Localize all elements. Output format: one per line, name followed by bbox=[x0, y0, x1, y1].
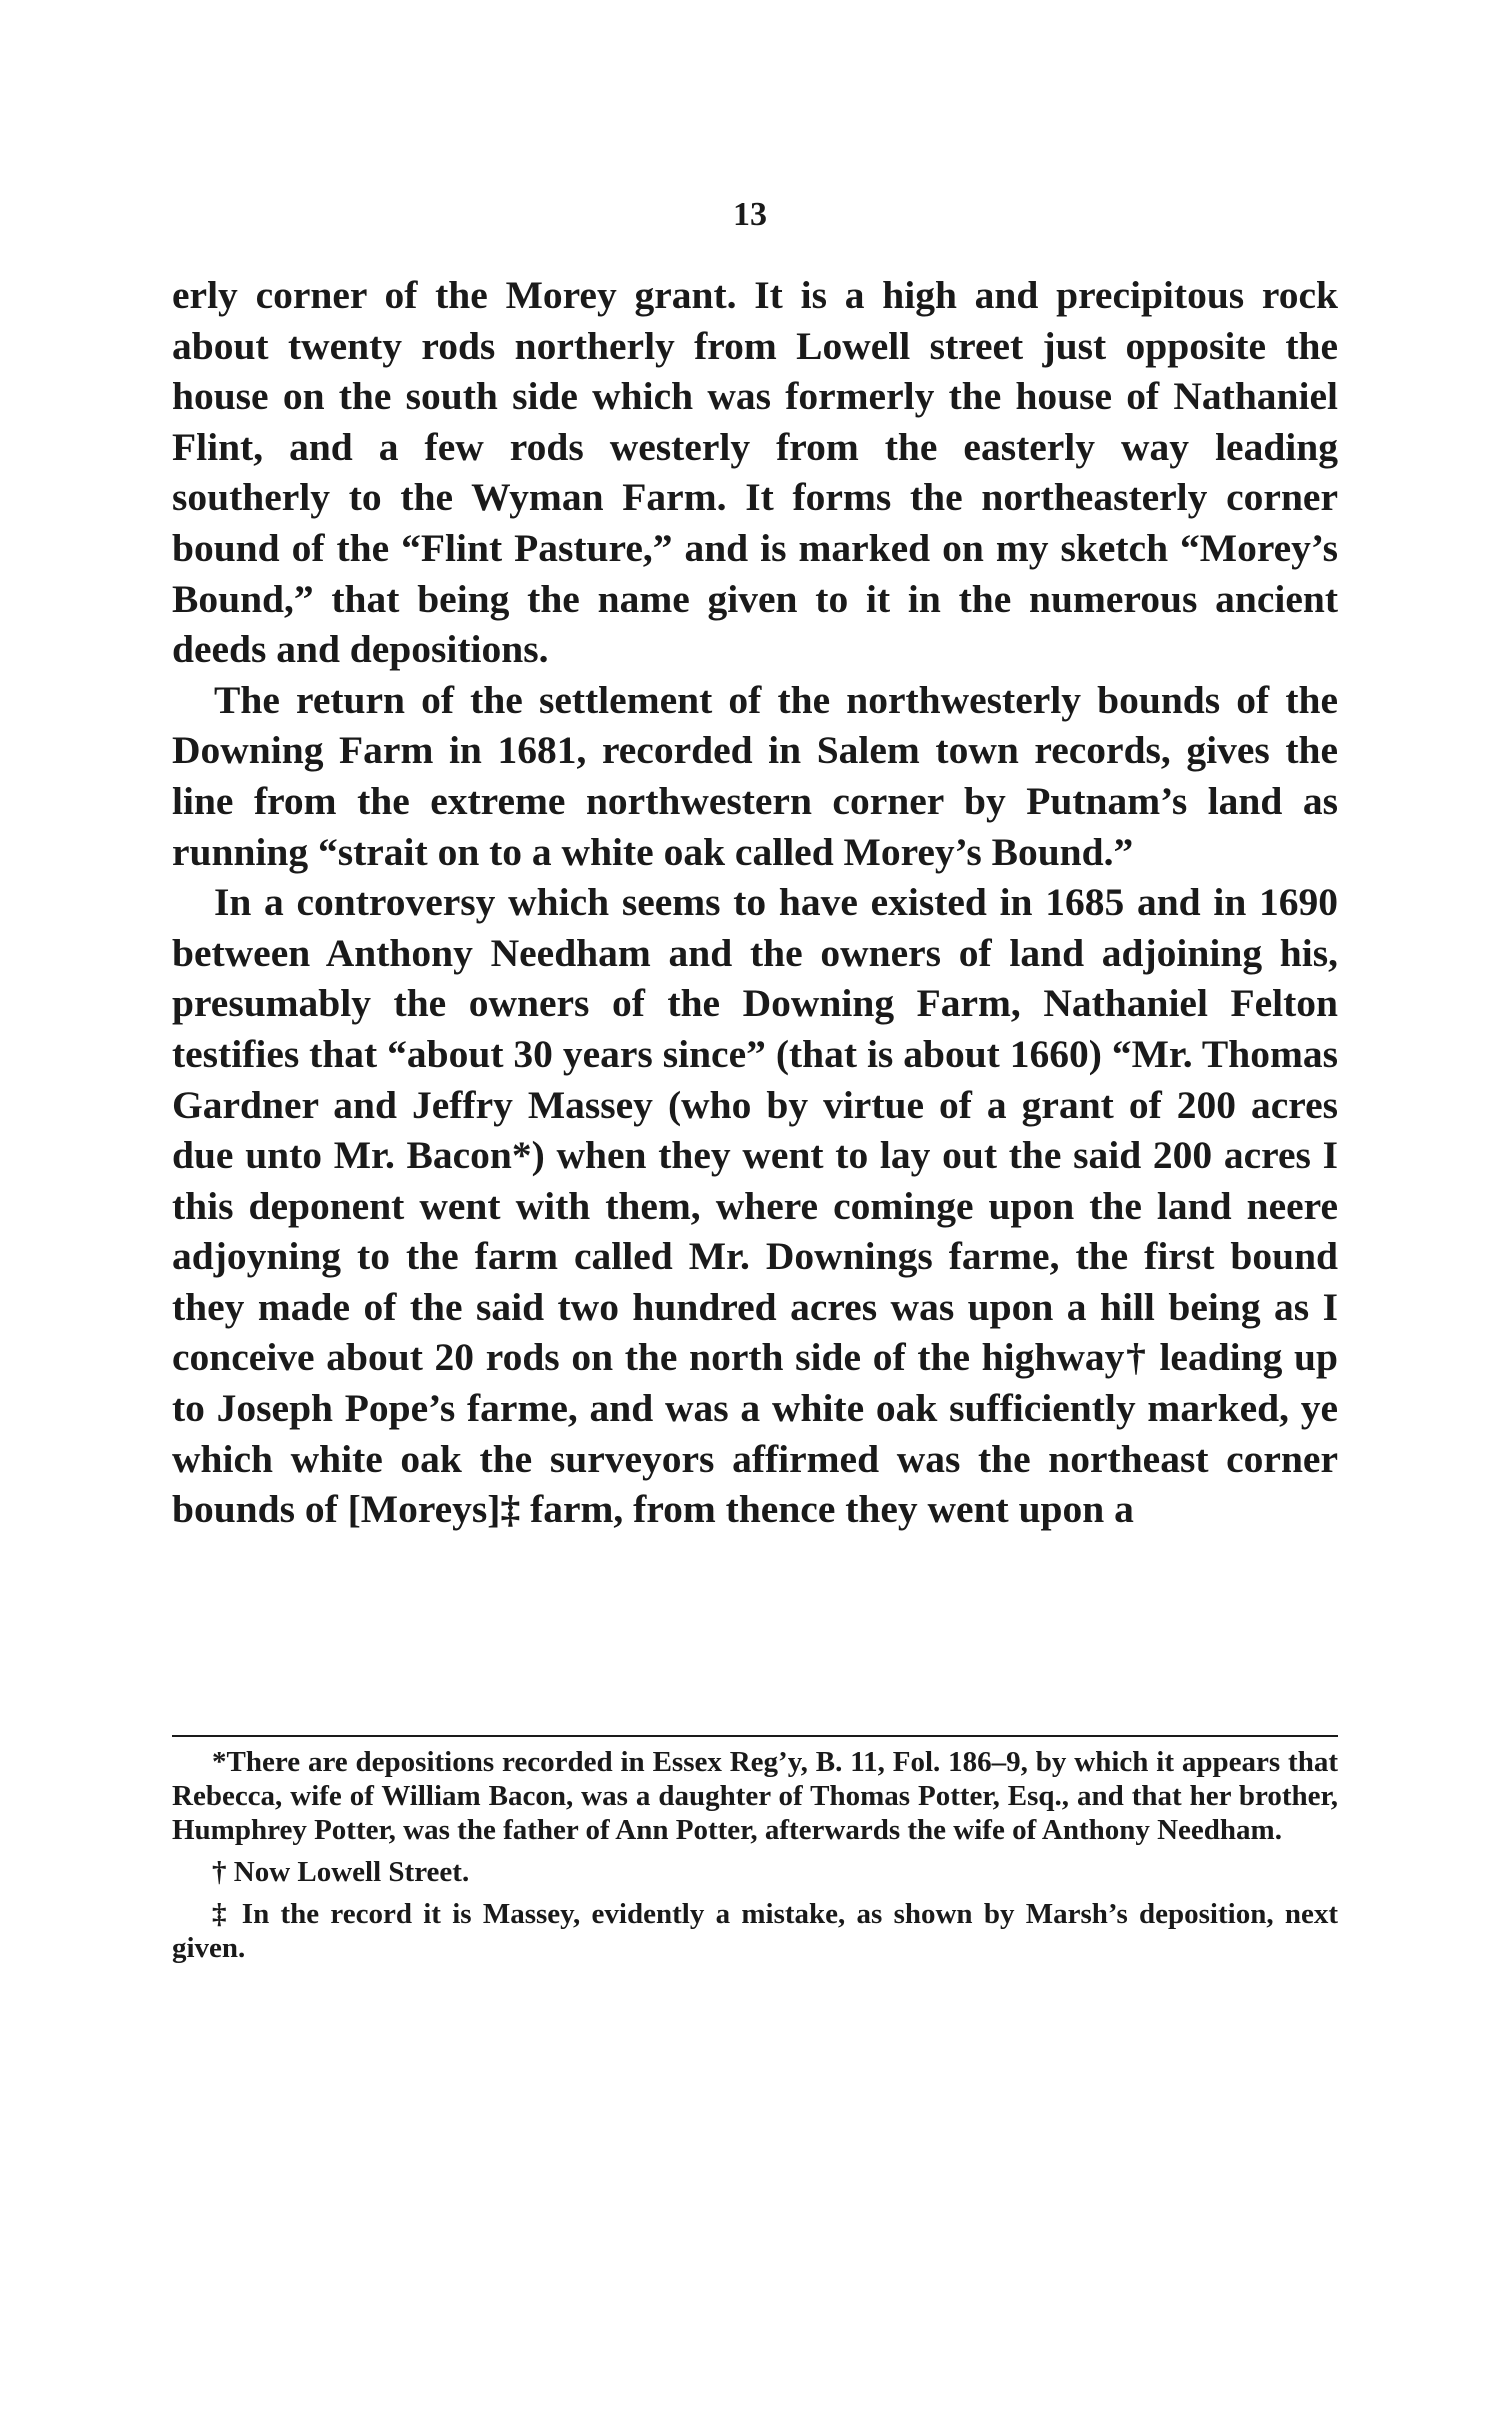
paragraph-2: The return of the settlement of the northwesterly bounds of the Downing Farm in 1681, recorded in Salem town records, gives the line from the extreme northwestern corner by Putnam’s land as running “strait on to a white oak called Morey’s Bound.” bbox=[172, 677, 1338, 874]
paragraph-1: erly corner of the Morey grant. It is a high and precipitous rock about twenty rods northerly from Lowell street just opposite the house on the south side which was formerly the house of Nathaniel Flint, and a few rods westerly from the easterly way leading southerly to the Wyman Farm. It forms the northeasterly corner bound of the “Flint Pasture,” and is marked on my sketch “Morey’s Bound,” that being the name given to it in the numerous ancient deeds and depositions. bbox=[172, 273, 1338, 672]
page-number: 13 bbox=[733, 196, 767, 233]
main-text bbox=[172, 270, 1338, 1535]
footnote-divider bbox=[172, 1735, 1338, 1737]
footnote-asterisk: *There are depositions recorded in Essex Reg’y, B. 11, Fol. 186–9, by which it appears that Rebecca, wife of William Bacon, was a daughter of Thomas Potter, Esq., and that her brother, Humphrey Potter, was the father of Ann Potter, afterwards the wife of Anthony Needham. bbox=[172, 1746, 1338, 1846]
footnote-dagger: † Now Lowell Street. bbox=[212, 1856, 470, 1888]
paragraph-3: In a controversy which seems to have existed in 1685 and in 1690 between Anthony Needham and the owners of land adjoining his, presumably the owners of the Downing Farm, Nathaniel Felton testifies that “about 30 years since” (that is about 1660) “Mr. Thomas Gardner and Jeffry Massey (who by virtue of a grant of 200 acres due unto Mr. Bacon*) when they went to lay out the said 200 acres I this deponent went with them, where cominge upon the land neere adjoyning to the farm called Mr. Downings farme, the first bound they made of the said two hundred acres was upon a hill being as I conceive about 20 rods on the north side of the highway† leading up to Joseph Pope’s farme, and was a white oak sufficiently marked, ye which white oak the surveyors affirmed was the northeast corner bounds of [Moreys]‡ farm, from thence they went upon a bbox=[172, 880, 1338, 1532]
footnote-double-dagger: ‡ In the record it is Massey, evidently a mistake, as shown by Marsh’s deposition, next given. bbox=[172, 1898, 1338, 1964]
footnotes bbox=[172, 1745, 1338, 1973]
